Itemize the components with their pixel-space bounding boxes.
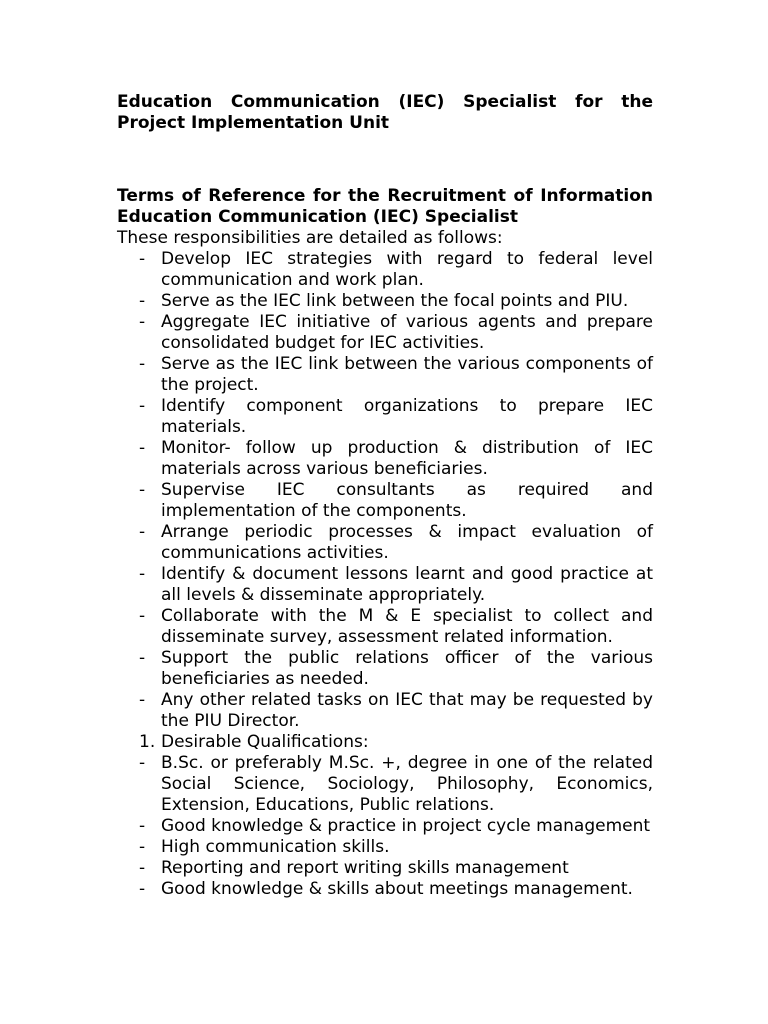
list-item-text: Good knowledge & skills about meetings management.: [161, 879, 633, 899]
dash-marker: -: [139, 816, 146, 836]
list-item: [117, 879, 653, 900]
dash-marker: -: [139, 396, 146, 416]
list-item: [117, 837, 653, 858]
dash-marker: -: [139, 312, 146, 332]
terms-of-reference-heading: Terms of Reference for the Recruitment of Information Education Communication (IEC) Specialist: [117, 186, 653, 227]
dash-marker: -: [139, 690, 146, 710]
number-marker: 1.: [139, 732, 156, 752]
list-item-text: Supervise IEC consultants as required and implementation of the components.: [161, 480, 653, 521]
list-item-text: Support the public relations officer of the various beneficiaries as needed.: [161, 648, 653, 689]
list-item-text: Aggregate IEC initiative of various agents and prepare consolidated budget for IEC activities.: [161, 312, 653, 353]
list-item-text: Identify & document lessons learnt and good practice at all levels & disseminate appropriately.: [161, 564, 653, 605]
responsibilities-list: [117, 249, 653, 900]
dash-marker: -: [139, 522, 146, 542]
document-title: Education Communication (IEC) Specialist for the Project Implementation Unit: [117, 92, 653, 133]
dash-marker: -: [139, 438, 146, 458]
dash-marker: -: [139, 564, 146, 584]
list-item-text: Develop IEC strategies with regard to federal level communication and work plan.: [161, 249, 653, 290]
dash-marker: -: [139, 858, 146, 878]
list-item: [117, 480, 653, 522]
dash-marker: -: [139, 480, 146, 500]
list-item: [117, 354, 653, 396]
list-item: [117, 312, 653, 354]
intro-text: These responsibilities are detailed as follows:: [117, 228, 503, 248]
list-item: [117, 648, 653, 690]
list-item: [117, 249, 653, 291]
dash-marker: -: [139, 291, 146, 311]
dash-marker: -: [139, 837, 146, 857]
dash-marker: -: [139, 648, 146, 668]
list-item: [117, 396, 653, 438]
qualifications-heading-text: Desirable Qualifications:: [161, 732, 369, 752]
list-item-text: Collaborate with the M & E specialist to collect and disseminate survey, assessment related information.: [161, 606, 653, 647]
list-item-text: Reporting and report writing skills management: [161, 858, 569, 878]
list-item-text: Serve as the IEC link between the various components of the project.: [161, 354, 653, 395]
list-item-text: Identify component organizations to prepare IEC materials.: [161, 396, 653, 437]
list-item: [117, 606, 653, 648]
dash-marker: -: [139, 879, 146, 899]
list-item: [117, 522, 653, 564]
list-item: [117, 858, 653, 879]
list-item-text: High communication skills.: [161, 837, 390, 857]
list-item-text: Arrange periodic processes & impact evaluation of communications activities.: [161, 522, 653, 563]
list-item: [117, 690, 653, 732]
dash-marker: -: [139, 354, 146, 374]
dash-marker: -: [139, 753, 146, 773]
list-item: [117, 564, 653, 606]
list-item-text: Serve as the IEC link between the focal points and PIU.: [161, 291, 629, 311]
list-item: [117, 753, 653, 816]
dash-marker: -: [139, 606, 146, 626]
dash-marker: -: [139, 249, 146, 269]
list-item: [117, 438, 653, 480]
list-item-text: Good knowledge & practice in project cycle management: [161, 816, 651, 836]
list-item-text: Monitor- follow up production & distribution of IEC materials across various beneficiaries.: [161, 438, 653, 479]
list-item: [117, 291, 653, 312]
list-item-text: B.Sc. or preferably M.Sc. +, degree in one of the related Social Science, Sociology, Philosophy, Economics, Extension, Educations, Public relations.: [161, 753, 653, 815]
qualifications-heading: [117, 732, 653, 753]
list-item: [117, 816, 653, 837]
list-item-text: Any other related tasks on IEC that may be requested by the PIU Director.: [161, 690, 653, 731]
